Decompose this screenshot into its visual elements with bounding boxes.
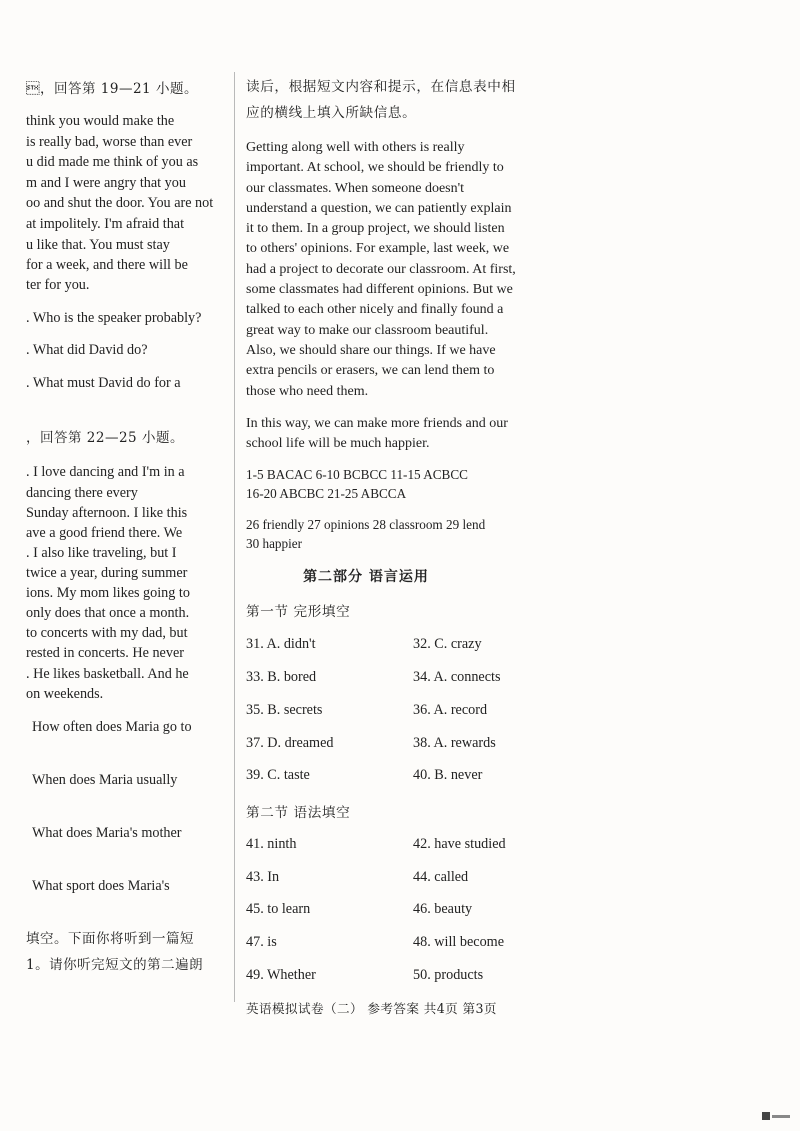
answer-key-line: 1-5 BACAC 6-10 BCBCC 11-15 ACBCC	[246, 467, 468, 483]
cloze-answer: 35. B. secrets	[246, 702, 323, 718]
grammar-answer: 46. beauty	[413, 901, 473, 917]
left-line: rested in concerts. He never	[26, 645, 184, 661]
passage-line: extra pencils or erasers, we can lend them to	[246, 363, 495, 379]
left-line: to concerts with my dad, but	[26, 625, 188, 641]
left-line: on weekends.	[26, 686, 104, 702]
cloze-answer: 36. A. record	[413, 702, 488, 718]
left-line: . I also like traveling, but I	[26, 545, 177, 561]
grammar-answer: 49. Whether	[246, 967, 316, 983]
cloze-answer: 40. B. never	[413, 767, 483, 783]
cloze-answer: 38. A. rewards	[413, 735, 496, 751]
left-line: When does Maria usually	[32, 772, 178, 788]
grammar-answer: 48. will become	[413, 934, 505, 950]
column-divider	[234, 72, 235, 1002]
passage-paragraph-2	[246, 414, 546, 455]
page-footer: 英语模拟试卷（二） 参考答案 共4页 第3页	[246, 1001, 497, 1016]
left-line: . Who is the speaker probably?	[26, 310, 202, 326]
left-line: only does that once a month.	[26, 605, 190, 621]
left-line: m and I were angry that you	[26, 175, 186, 191]
answer-key	[246, 465, 546, 503]
passage-line: In this way, we can make more friends and our	[246, 415, 508, 431]
answer-key-line: 16-20 ABCBC 21-25 ABCCA	[246, 486, 407, 502]
cloze-answer: 39. C. taste	[246, 767, 310, 783]
left-line: ，回答第 22—25 小题。	[26, 430, 184, 446]
left-line: twice a year, during summer	[26, 565, 188, 581]
passage-line: it to them. In a group project, we should listen	[246, 221, 505, 237]
left-line: How often does Maria go to	[32, 719, 192, 735]
cloze-answer: 33. B. bored	[246, 669, 317, 685]
qr-square	[762, 1112, 770, 1120]
grammar-answer: 44. called	[413, 869, 469, 885]
qr-code-icon	[762, 1110, 792, 1122]
left-line: ter for you.	[26, 277, 90, 293]
instruction-line: 读后，根据短文内容和提示，在信息表中相	[246, 79, 516, 95]
cloze-answer: 37. D. dreamed	[246, 735, 334, 751]
grammar-answer: 43. In	[246, 869, 280, 885]
left-line: What does Maria's mother	[32, 825, 182, 841]
left-line: What sport does Maria's	[32, 878, 170, 894]
left-line: is really bad, worse than ever	[26, 134, 193, 150]
instructions	[246, 74, 546, 126]
left-line: u like that. You must stay	[26, 237, 170, 253]
left-line: at impolitely. I'm afraid that	[26, 216, 185, 232]
right-column	[246, 74, 546, 553]
passage-line: understand a question, we can patiently explain	[246, 200, 512, 216]
passage-line: to others' opinions. For example, last week, we	[246, 241, 510, 257]
left-line: Sunday afternoon. I like this	[26, 505, 188, 521]
cloze-answer: 34. A. connects	[413, 669, 501, 685]
grammar-answer: 42. have studied	[413, 836, 506, 852]
grammar-answer: 50. products	[413, 967, 484, 983]
grammar-answer: 47. is	[246, 934, 277, 950]
passage-paragraph-1	[246, 138, 546, 402]
left-line: . He likes basketball. And he	[26, 666, 189, 682]
left-line: ave a good friend there. We	[26, 525, 183, 541]
passage-line: school life will be much happier.	[246, 436, 430, 452]
fill-answer-line: 26 friendly 27 opinions 28 classroom 29 lend	[246, 517, 486, 533]
grammar-answer: 45. to learn	[246, 901, 311, 917]
left-line: ，回答第 19—21 小题。	[26, 81, 198, 97]
passage-line: some classmates had different opinions. But we	[246, 282, 513, 298]
grammar-answer: 41. ninth	[246, 836, 297, 852]
section-1-title: 第一节 完形填空	[246, 604, 351, 620]
passage-line: had a project to decorate our classroom. At first,	[246, 261, 516, 277]
fill-in-answers	[246, 515, 546, 553]
passage-line: great way to make our classroom beautiful.	[246, 322, 489, 338]
left-line: for a week, and there will be	[26, 257, 188, 273]
passage-line: important. At school, we should be friendly to	[246, 160, 504, 176]
qr-bar	[772, 1115, 790, 1118]
left-column	[0, 0, 232, 1131]
left-line: . What did David do?	[26, 342, 148, 358]
instruction-line: 应的横线上填入所缺信息。	[246, 105, 417, 121]
left-line: oo and shut the door. You are not	[26, 195, 214, 211]
part-2-title: 第二部分 语言运用	[303, 569, 429, 585]
cloze-answer: 31. A. didn't	[246, 636, 316, 652]
passage-line: those who need them.	[246, 383, 369, 399]
passage-line: Getting along well with others is really	[246, 140, 465, 155]
left-line: think you would make the	[26, 113, 175, 129]
left-line: . What must David do for a	[26, 375, 181, 391]
left-line: . I love dancing and I'm in a	[26, 464, 185, 480]
left-line: 1。请你听完短文的第二遍朗	[26, 957, 204, 973]
left-line: 填空。下面你将听到一篇短	[26, 931, 194, 947]
fill-answer-line: 30 happier	[246, 536, 303, 552]
cloze-answer: 32. C. crazy	[413, 636, 482, 652]
passage-line: talked to each other nicely and finally found a	[246, 302, 504, 318]
section-2-title: 第二节 语法填空	[246, 805, 351, 821]
left-line: dancing there every	[26, 485, 138, 501]
left-line: ions. My mom likes going to	[26, 585, 190, 601]
passage-line: our classmates. When someone doesn't	[246, 180, 465, 196]
left-line: u did made me think of you as	[26, 154, 199, 170]
passage-line: Also, we should share our things. If we have	[246, 342, 496, 358]
